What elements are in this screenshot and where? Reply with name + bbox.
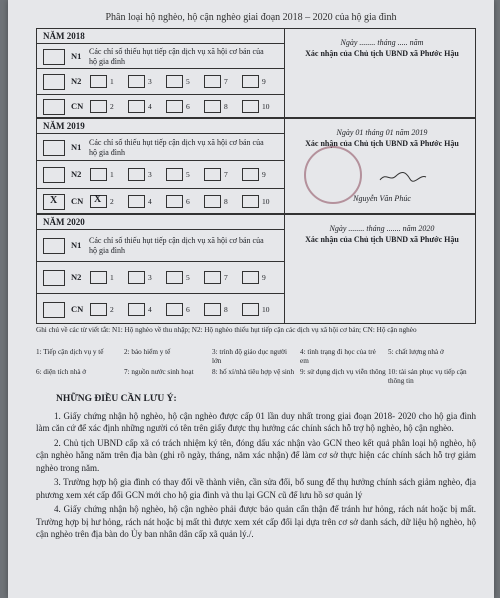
indicator-number: 1: [110, 76, 114, 86]
indicator-checkbox[interactable]: [128, 168, 145, 181]
legend-item: 8: hố xí/nhà tiêu hợp vệ sinh: [212, 368, 295, 376]
n1-row: [37, 43, 284, 68]
page-header: Phân loại hộ nghèo, hộ cận nghèo giai đoạn 2018 – 2020 của hộ gia đình: [105, 12, 397, 23]
indicator-checkbox[interactable]: [166, 271, 183, 284]
indicator-number: 9: [262, 273, 266, 282]
legend-item: 4: tình trạng đi học của trẻ em: [300, 348, 376, 365]
indicator-number: 7: [224, 169, 228, 179]
indicator-number: 5: [186, 76, 190, 86]
indicator-checkbox[interactable]: [204, 195, 221, 208]
indicator-number: 5: [186, 273, 190, 282]
n2-checkbox[interactable]: [43, 270, 65, 286]
notes-section: [36, 393, 476, 543]
indicator-checkbox[interactable]: [204, 75, 221, 88]
indicator-number: 1: [110, 273, 114, 282]
n1-row: [37, 133, 284, 160]
signature-icon: [378, 170, 428, 184]
confirmation-panel: [292, 37, 472, 69]
indicator-checkbox[interactable]: [204, 303, 221, 316]
cn-code: CN: [71, 304, 84, 314]
certificate-page: [8, 0, 494, 598]
indicator-checkbox[interactable]: [90, 271, 107, 284]
indicator-number: 9: [262, 169, 266, 179]
note-item: 1. Giấy chứng nhận hộ nghèo, hộ cận nghèo được cấp 01 lần duy nhất trong giai đoạn 2018- 2020 cho hộ gia đình làm căn cứ để xác định những người có tên trên giấy được thụ hưởng các chính sách hỗ trợ hộ nghèo, hộ cận nghèo.: [36, 410, 476, 433]
indicator-number: 6: [186, 197, 190, 207]
indicator-checkbox[interactable]: [166, 168, 183, 181]
note-item: 3. Trường hợp hộ gia đình có thay đổi về thành viên, cần sửa đổi, bổ sung để thụ hưởng chính sách giảm nghèo, địa phương xem xét cấp đổi GCN mới cho hộ gia đình và thu lại GCN cũ để lưu hồ sơ quản lý: [36, 477, 476, 500]
indicator-checkbox[interactable]: [242, 271, 259, 284]
year-section: [36, 28, 476, 118]
indicator-checkbox[interactable]: [90, 303, 107, 316]
legend-item: 9: sử dụng dịch vụ viễn thông: [300, 368, 386, 376]
year-label: NĂM 2020: [43, 217, 85, 227]
indicator-checkbox[interactable]: [204, 100, 221, 113]
indicator-checkbox[interactable]: [166, 75, 183, 88]
confirmation-date: Ngày 01 tháng 01 năm 2019: [336, 128, 428, 137]
n2-row: [37, 68, 284, 93]
n1-code: N1: [71, 240, 82, 250]
cn-row: [37, 94, 284, 119]
confirmation-date: Ngày ........ tháng ....... năm 2020: [329, 224, 435, 233]
indicator-number: 3: [148, 273, 152, 282]
indicator-number: 8: [224, 305, 228, 314]
indicator-mark: X: [94, 194, 102, 206]
indicator-number: 6: [186, 102, 190, 112]
cn-mark: X: [50, 195, 58, 207]
confirmation-title: Xác nhận của Chủ tịch UBND xã Phước Hậu: [305, 235, 459, 244]
n1-checkbox[interactable]: [43, 140, 65, 156]
indicator-number: 6: [186, 305, 190, 314]
indicator-number: 7: [224, 76, 228, 86]
indicator-number: 2: [110, 305, 114, 314]
n2-code: N2: [71, 75, 82, 86]
indicator-number: 4: [148, 305, 152, 314]
n1-checkbox[interactable]: [43, 49, 65, 65]
year-section: [36, 118, 476, 214]
indicator-number: 2: [110, 102, 114, 112]
indicator-checkbox[interactable]: [128, 195, 145, 208]
indicator-checkbox[interactable]: [128, 100, 145, 113]
confirmation-date: Ngày ........ tháng ..... năm: [340, 38, 424, 47]
indicator-checkbox[interactable]: [90, 100, 107, 113]
legend-item: 1: Tiếp cận dịch vụ y tế: [36, 348, 104, 356]
cn-checkbox[interactable]: [43, 302, 65, 318]
notes-heading: NHỮNG ĐIỀU CẦN LƯU Ý:: [56, 394, 177, 404]
n1-code: N1: [71, 50, 82, 61]
indicator-number: 10: [262, 305, 270, 314]
indicator-number: 4: [148, 102, 152, 112]
cn-code: CN: [71, 101, 84, 112]
indicator-checkbox[interactable]: [242, 195, 259, 208]
cn-row: [37, 188, 284, 215]
note-item: 4. Giấy chứng nhận hộ nghèo, hộ cận nghèo phải được bảo quản cẩn thận để tránh hư hỏng, rách nát hoặc bị mất. Trường hợp bị hư hỏng, rách nát hoặc bị mất thì được xem xét cấp đổi lại dựa trên cơ sở danh sách, dữ liệu hộ nghèo, hộ cận nghèo trên địa bàn do Ủy ban nhân dân cấp xã quản lý./.: [36, 504, 476, 539]
indicator-checkbox[interactable]: [166, 303, 183, 316]
legend-item: 6: diện tích nhà ở: [36, 368, 87, 376]
note-item: 2. Chủ tịch UBND cấp xã có trách nhiệm ký tên, đóng dấu xác nhận vào GCN theo kết quả phân loại hộ nghèo, hộ cận nghèo hằng năm trên địa bàn (ghi rõ ngày, tháng, năm xác nhận) để làm cơ sở thực hiện các chính sách hỗ trợ giảm nghèo trong năm.: [36, 437, 476, 473]
signer-name: Nguyễn Văn Phúc: [353, 194, 411, 203]
indicator-number: 1: [110, 169, 114, 179]
indicator-checkbox[interactable]: [90, 168, 107, 181]
indicator-number: 3: [148, 169, 152, 179]
indicator-number: 10: [262, 102, 270, 112]
indicator-checkbox[interactable]: [242, 100, 259, 113]
n2-checkbox[interactable]: [43, 74, 65, 90]
indicator-number: 8: [224, 197, 228, 207]
indicator-checkbox[interactable]: [204, 168, 221, 181]
indicator-checkbox[interactable]: [242, 75, 259, 88]
legend-item: 10: tài sản phục vụ tiếp cận thông tin: [388, 368, 467, 385]
cn-checkbox[interactable]: [43, 99, 65, 115]
indicator-checkbox[interactable]: [166, 195, 183, 208]
legend-item: 3: trình độ giáo dục người lớn: [212, 348, 287, 365]
official-stamp-icon: [304, 146, 362, 204]
indicator-checkbox[interactable]: [128, 303, 145, 316]
cn-code: CN: [71, 196, 84, 207]
indicator-checkbox[interactable]: [166, 100, 183, 113]
year-label: NĂM 2018: [43, 31, 85, 41]
indicator-checkbox[interactable]: [242, 303, 259, 316]
year-left-panel: [37, 29, 285, 117]
indicator-checkbox[interactable]: [128, 271, 145, 284]
n2-row: [37, 261, 284, 293]
indicator-number: 3: [148, 76, 152, 86]
legend-note: Ghi chú về các từ viết tắt: N1: Hộ nghèo về thu nhập; N2: Hộ nghèo thiếu hụt tiếp cận các dịch vụ xã hội cơ bản; CN: Hộ cận nghèo: [36, 326, 417, 334]
n1-checkbox[interactable]: [43, 238, 65, 254]
indicator-checkbox[interactable]: [128, 75, 145, 88]
n1-description: Các chỉ số thiếu hụt tiếp cận dịch vụ xã hội cơ bản của hộ gia đình: [89, 236, 264, 255]
confirmation-title: Xác nhận của Chủ tịch UBND xã Phước Hậu: [305, 49, 459, 58]
indicator-number: 5: [186, 169, 190, 179]
year-left-panel: [37, 215, 285, 323]
legend-item: 2: bảo hiểm y tế: [124, 348, 171, 356]
indicator-number: 7: [224, 273, 228, 282]
indicator-checkbox[interactable]: [90, 75, 107, 88]
n1-description: Các chỉ số thiếu hụt tiếp cận dịch vụ xã hội cơ bản của hộ gia đình: [89, 46, 264, 66]
n1-code: N1: [71, 141, 82, 152]
confirmation-title: Xác nhận của Chủ tịch UBND xã Phước Hậu: [305, 139, 459, 148]
indicator-number: 8: [224, 102, 228, 112]
indicator-number: 9: [262, 76, 266, 86]
n1-row: [37, 229, 284, 261]
legend-item: 5: chất lượng nhà ở: [388, 348, 444, 356]
cn-row: [37, 293, 284, 325]
n2-checkbox[interactable]: [43, 167, 65, 183]
year-left-panel: [37, 119, 285, 213]
n2-row: [37, 160, 284, 187]
indicator-number: 4: [148, 197, 152, 207]
indicator-checkbox[interactable]: [242, 168, 259, 181]
n1-description: Các chỉ số thiếu hụt tiếp cận dịch vụ xã hội cơ bản của hộ gia đình: [89, 137, 264, 157]
n2-code: N2: [71, 272, 82, 282]
confirmation-panel: [292, 223, 472, 255]
n2-code: N2: [71, 168, 82, 179]
year-label: NĂM 2019: [43, 121, 85, 131]
indicator-number: 2: [110, 197, 114, 207]
indicator-number: 10: [262, 197, 270, 207]
legend-item: 7: nguồn nước sinh hoạt: [124, 368, 194, 376]
indicator-checkbox[interactable]: [204, 271, 221, 284]
year-section: [36, 214, 476, 324]
